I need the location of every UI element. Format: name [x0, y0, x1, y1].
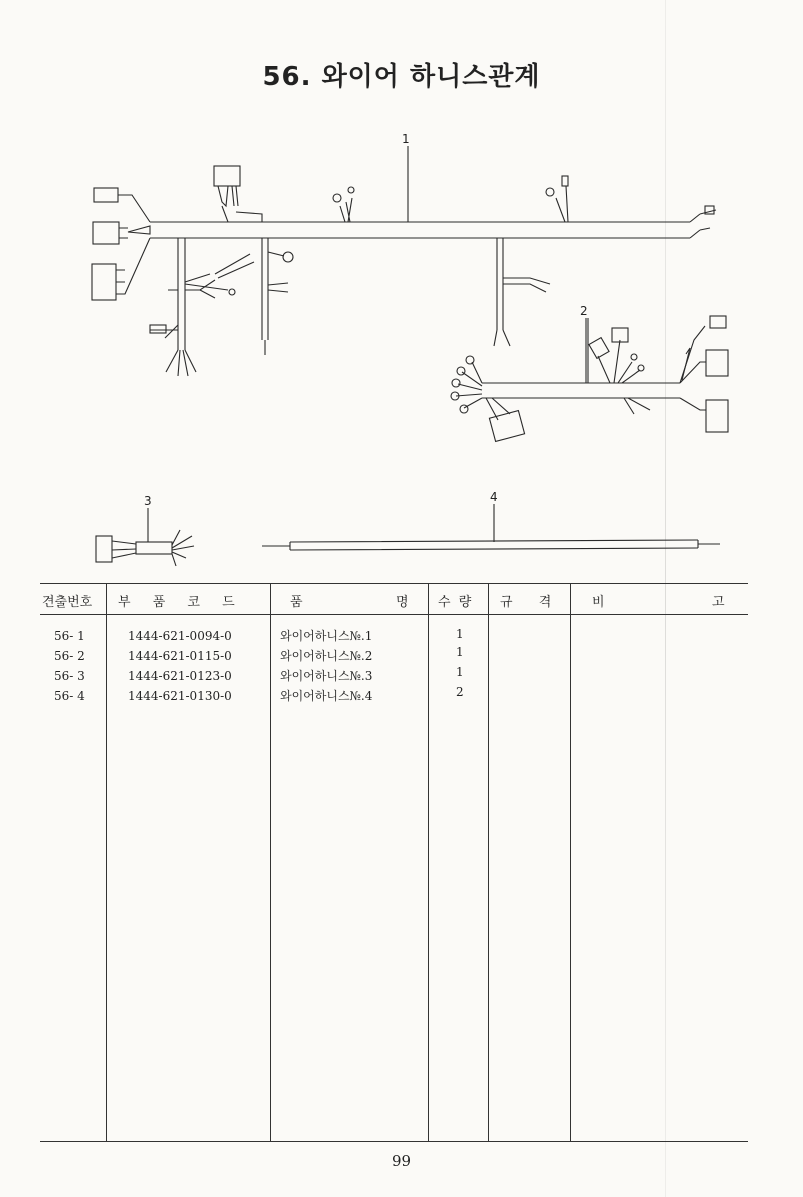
row-code: 1444-621-0123-0: [128, 669, 232, 683]
header-ref-no: 견출번호: [42, 595, 93, 610]
header-quantity: 수 량: [438, 595, 472, 610]
callout-3: 3: [144, 494, 152, 508]
header-part-code: 부 품 코 드: [118, 595, 235, 610]
row-ref: 56- 4: [54, 689, 85, 703]
row-qty: 1: [456, 627, 464, 641]
harness-3-drawing: [96, 508, 194, 566]
header-part-name-left: 품: [290, 595, 303, 610]
column-divider: [488, 583, 489, 1142]
column-divider: [570, 583, 571, 1142]
row-qty: 2: [456, 685, 464, 699]
row-code: 1444-621-0130-0: [128, 689, 232, 703]
row-qty: 1: [456, 665, 464, 679]
header-spec: 규 격: [500, 595, 552, 610]
column-divider: [106, 583, 107, 1142]
wire-harness-diagram: [0, 0, 803, 580]
column-divider: [428, 583, 429, 1142]
row-name: 와이어하니스№.4: [280, 689, 373, 703]
page-number: 99: [391, 1152, 412, 1170]
callout-1: 1: [402, 132, 410, 146]
header-remarks-right: 고: [712, 595, 725, 610]
row-name: 와이어하니스№.2: [280, 649, 373, 663]
header-remarks-left: 비: [592, 595, 605, 610]
harness-2-drawing: [451, 316, 728, 441]
page-title: 56. 와이어 하니스관계: [262, 62, 541, 92]
table-bottom-rule: [40, 1141, 748, 1142]
row-ref: 56- 3: [54, 669, 85, 683]
row-code: 1444-621-0115-0: [128, 649, 232, 663]
callout-2: 2: [580, 304, 588, 318]
table-header-rule: [40, 614, 748, 615]
row-qty: 1: [456, 645, 464, 659]
callout-4: 4: [490, 490, 498, 504]
parts-table: [40, 583, 748, 1143]
row-name: 와이어하니스№.3: [280, 669, 373, 683]
row-name: 와이어하니스№.1: [280, 629, 373, 643]
row-ref: 56- 2: [54, 649, 85, 663]
row-ref: 56- 1: [54, 629, 85, 643]
harness-4-drawing: [262, 504, 720, 550]
header-part-name-right: 명: [396, 595, 409, 610]
row-code: 1444-621-0094-0: [128, 629, 232, 643]
column-divider: [270, 583, 271, 1142]
table-top-rule: [40, 583, 748, 584]
